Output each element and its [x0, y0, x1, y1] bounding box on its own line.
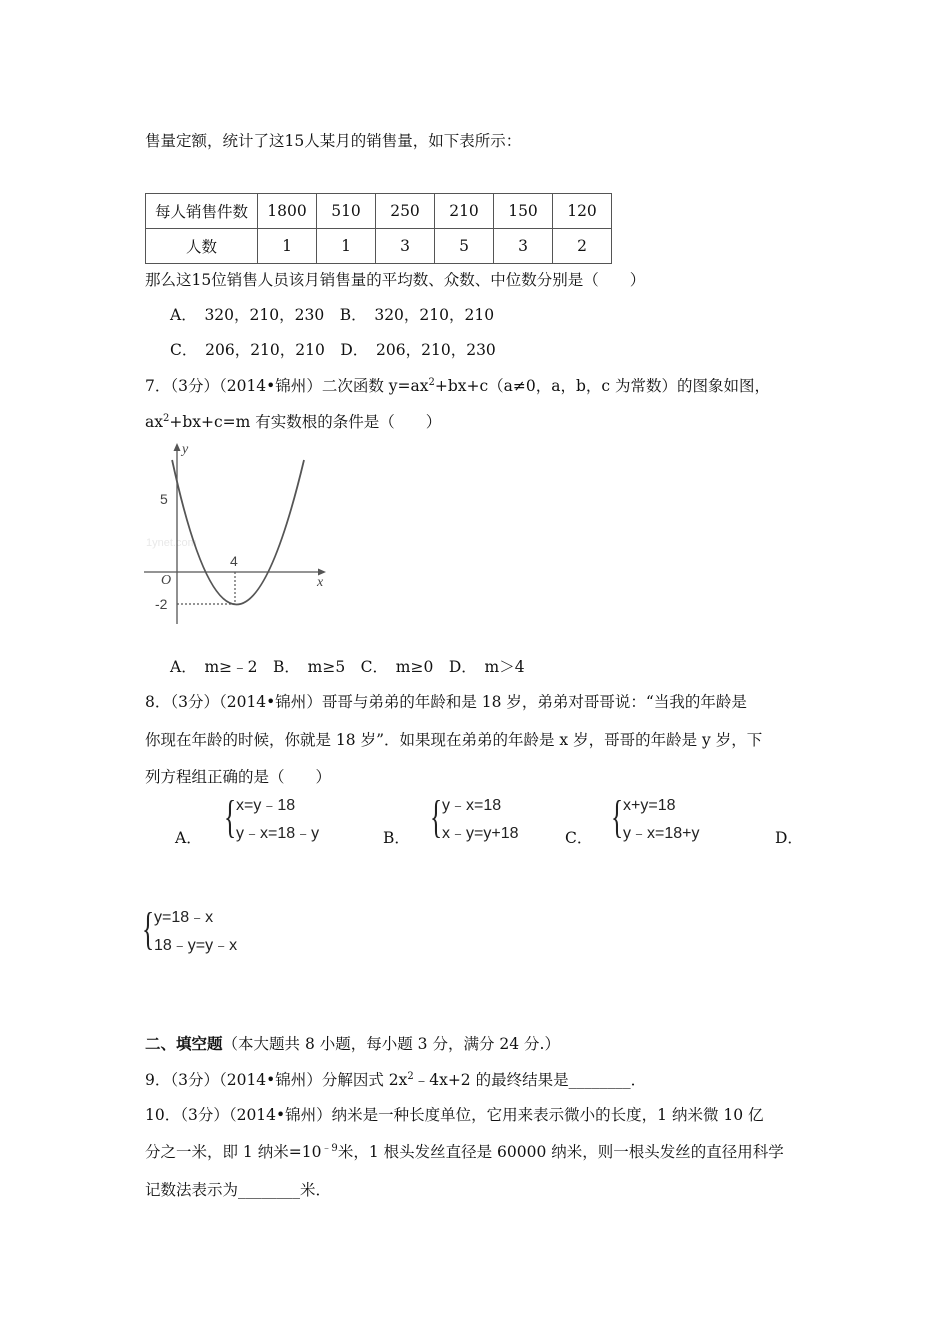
intro-text: 售量定额，统计了这15人某月的销售量，如下表所示：	[145, 132, 522, 150]
x-axis-label: x	[317, 575, 324, 590]
tick-label-5: 5	[160, 491, 168, 507]
y-axis-arrow	[174, 443, 181, 451]
q8-option-d-system	[154, 904, 237, 960]
q7-text: 7．（3分）（2014•锦州）二次函数 y=ax	[145, 377, 429, 395]
tick-label-neg2: -2	[155, 596, 168, 612]
q8-option-c-system	[623, 792, 700, 848]
q10-text: 分之一米，即 1 纳米=10	[145, 1143, 322, 1161]
q10-exponent: ﹣9	[321, 1142, 338, 1154]
q10-text: 米，1 根头发丝直径是 60000 纳米，则一根头发丝的直径用科学	[337, 1143, 784, 1161]
equation: x+y=18	[623, 797, 676, 814]
table-cell: 210	[435, 194, 494, 229]
section-title: 二、填空题	[145, 1034, 223, 1053]
q8-option-b-label: B．	[383, 829, 410, 847]
q8-option-a-system	[236, 792, 319, 848]
equation: y﹣x=18	[442, 797, 502, 814]
q7-text: +bx+c（a≠0，a，b，c 为常数）的图象如图，	[434, 377, 771, 395]
q7-options: A． m≥﹣2 B． m≥5 C． m≥0 D． m＞4	[170, 658, 525, 676]
q7-text: ax	[145, 413, 163, 431]
equation: 18﹣y=y﹣x	[154, 937, 238, 954]
q7-text: +bx+c=m 有实数根的条件是（ ）	[169, 413, 442, 431]
table-cell: 150	[494, 194, 553, 229]
q8-option-d-label: D．	[775, 829, 803, 847]
table-cell: 120	[553, 194, 612, 229]
q8-option-b-system	[442, 792, 519, 848]
equation: y﹣x=18+y	[623, 825, 700, 842]
q10-line3: 记数法表示为________米．	[145, 1181, 332, 1199]
table-cell: 1	[258, 229, 317, 264]
section-2-heading	[145, 1032, 560, 1054]
y-axis-label: y	[182, 442, 189, 457]
equation: y=18﹣x	[154, 909, 214, 926]
q9-text: 9．（3分）（2014•锦州）分解因式 2x	[145, 1071, 408, 1089]
table-cell: 3	[494, 229, 553, 264]
q10-line1: 10．（3分）（2014•锦州）纳米是一种长度单位，它用来表示微小的长度，1 纳米微 10 亿	[145, 1106, 764, 1124]
equation: y﹣x=18﹣y	[236, 825, 320, 842]
table-cell: 250	[376, 194, 435, 229]
q7-line2	[145, 410, 441, 432]
q8-line1: 8．（3分）（2014•锦州）哥哥与弟弟的年龄和是 18 岁，弟弟对哥哥说：“当我的年龄是	[145, 693, 747, 711]
q8-line2: 你现在年龄的时候，你就是 18 岁”．如果现在弟弟的年龄是 x 岁，哥哥的年龄是 y 岁，下	[145, 731, 763, 749]
table-cell: 510	[317, 194, 376, 229]
tick-label-4: 4	[230, 553, 238, 569]
q7-exponent: 2	[162, 412, 170, 424]
equation: x﹣y=y+18	[442, 825, 519, 842]
q6-options-ab: A． 320，210，230 B． 320，210，210	[170, 306, 495, 324]
table-row	[146, 229, 612, 264]
graph-watermark: 1ynet.com	[146, 537, 197, 549]
equation: x=y﹣18	[236, 797, 296, 814]
table-cell: 1	[317, 229, 376, 264]
q6-question: 那么这15位销售人员该月销售量的平均数、众数、中位数分别是（ ）	[145, 271, 646, 289]
table-header-cell: 每人销售件数	[146, 194, 258, 229]
table-row	[146, 194, 612, 229]
table-cell: 1800	[258, 194, 317, 229]
table-cell: 5	[435, 229, 494, 264]
q7-line1	[145, 374, 770, 396]
q9-text: ﹣4x+2 的最终结果是________．	[413, 1071, 647, 1089]
q9-exponent: 2	[407, 1070, 414, 1082]
table-cell: 3	[376, 229, 435, 264]
origin-label: O	[161, 573, 172, 588]
q10-line2	[145, 1140, 784, 1162]
q8-option-a-label: A．	[175, 829, 202, 847]
left-brace-icon: {	[611, 791, 624, 842]
sales-table	[145, 193, 612, 264]
left-brace-icon: {	[224, 791, 237, 842]
left-brace-icon: {	[142, 903, 155, 954]
left-brace-icon: {	[430, 791, 443, 842]
q7-exponent: 2	[428, 376, 435, 388]
table-cell: 2	[553, 229, 612, 264]
parabola-curve	[172, 460, 304, 605]
parabola-graph	[140, 438, 340, 630]
q8-option-c-label: C．	[565, 829, 593, 847]
q8-line3: 列方程组正确的是（ ）	[145, 768, 332, 786]
section-note: （本大题共 8 小题，每小题 3 分，满分 24 分.）	[222, 1035, 560, 1053]
table-header-cell: 人数	[146, 229, 258, 264]
q6-options-cd: C． 206，210，210 D． 206，210，230	[170, 341, 496, 359]
q9	[145, 1068, 646, 1090]
